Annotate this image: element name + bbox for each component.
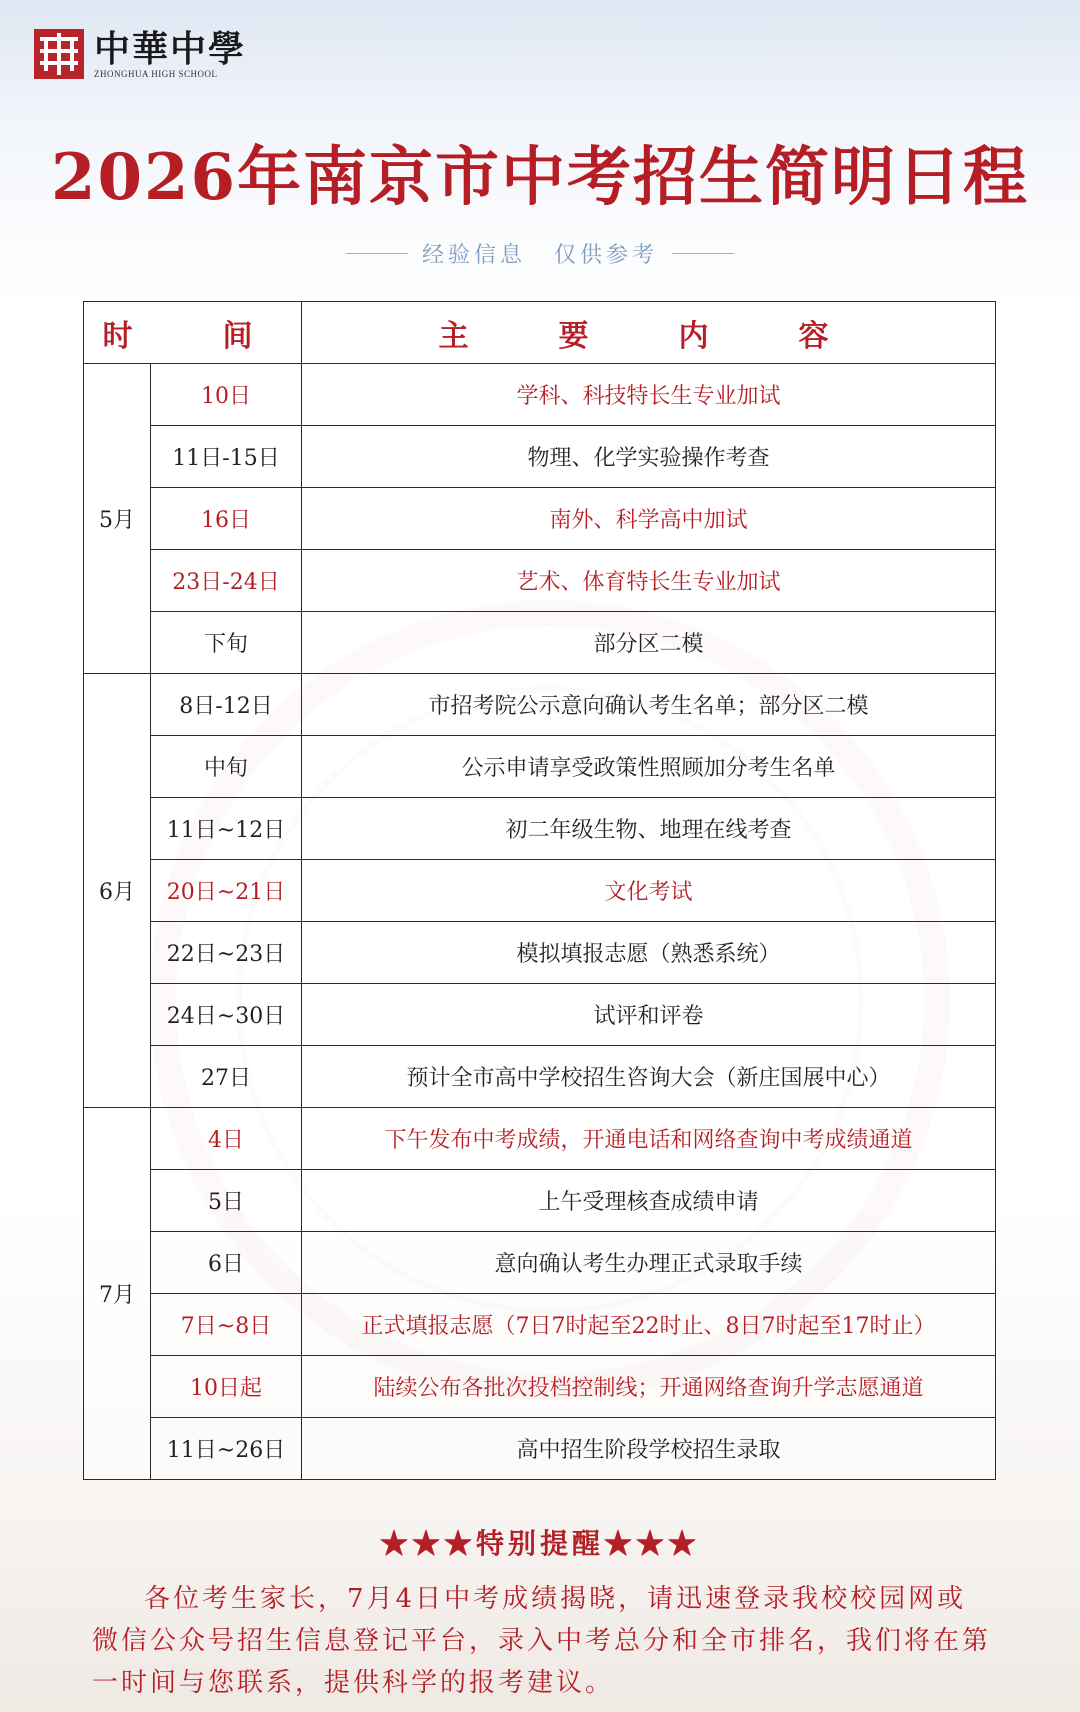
table-row xyxy=(84,550,996,612)
content-cell: 部分区二模 xyxy=(302,612,996,674)
content-cell: 初二年级生物、地理在线考查 xyxy=(302,798,996,860)
table-row xyxy=(84,984,996,1046)
content-cell: 陆续公布各批次投档控制线；开通网络查询升学志愿通道 xyxy=(302,1356,996,1418)
table-row xyxy=(84,364,996,426)
logo-name-cn: 中華中學 xyxy=(94,28,247,70)
date-cell: 24日~30日 xyxy=(151,984,302,1046)
content-cell: 模拟填报志愿（熟悉系统） xyxy=(302,922,996,984)
content-cell: 公示申请享受政策性照顾加分考生名单 xyxy=(302,736,996,798)
date-cell: 27日 xyxy=(151,1046,302,1108)
date-cell: 10日起 xyxy=(151,1356,302,1418)
logo-name-en: ZHONGHUA HIGH SCHOOL xyxy=(94,69,218,79)
table-row xyxy=(84,1108,996,1170)
table-row xyxy=(84,1356,996,1418)
month-cell: 5月 xyxy=(84,364,151,674)
content-cell: 高中招生阶段学校招生录取 xyxy=(302,1418,996,1480)
schedule-table xyxy=(83,301,996,1480)
table-row xyxy=(84,1170,996,1232)
reminder-title: ★★★特别提醒★★★ xyxy=(379,1527,700,1560)
school-logo xyxy=(34,26,246,82)
content-cell: 南外、科学高中加试 xyxy=(302,488,996,550)
table-row xyxy=(84,798,996,860)
date-cell: 23日-24日 xyxy=(151,550,302,612)
table-row xyxy=(84,1418,996,1480)
page-title: 2026年南京市中考招生简明日程 xyxy=(50,140,1030,215)
date-cell: 22日~23日 xyxy=(151,922,302,984)
date-cell: 11日~12日 xyxy=(151,798,302,860)
table-header-row xyxy=(84,302,996,364)
subtitle-right: 仅供参考 xyxy=(554,243,659,268)
content-cell: 正式填报志愿（7日7时起至22时止、8日7时起至17时止） xyxy=(302,1294,996,1356)
content-cell: 预计全市高中学校招生咨询大会（新庄国展中心） xyxy=(302,1046,996,1108)
table-row xyxy=(84,1046,996,1108)
content-cell: 学科、科技特长生专业加试 xyxy=(302,364,996,426)
date-cell: 6日 xyxy=(151,1232,302,1294)
content-cell: 下午发布中考成绩，开通电话和网络查询中考成绩通道 xyxy=(302,1108,996,1170)
date-cell: 下旬 xyxy=(151,612,302,674)
date-cell: 16日 xyxy=(151,488,302,550)
date-cell: 7日~8日 xyxy=(151,1294,302,1356)
header-content: 主 要 内 容 xyxy=(302,302,996,364)
month-cell: 6月 xyxy=(84,674,151,1108)
school-seal-icon xyxy=(34,29,84,79)
table-row xyxy=(84,426,996,488)
reminder-body: 各位考生家长，7月4日中考成绩揭晓，请迅速登录我校校园网或微信公众号招生信息登记平台，录入中考总分和全市排名，我们将在第一时间与您联系，提供科学的报考建议。 xyxy=(92,1584,992,1698)
date-cell: 中旬 xyxy=(151,736,302,798)
date-cell: 11日~26日 xyxy=(151,1418,302,1480)
subtitle-dash-right xyxy=(672,253,734,254)
content-cell: 物理、化学实验操作考查 xyxy=(302,426,996,488)
content-cell: 试评和评卷 xyxy=(302,984,996,1046)
month-cell: 7月 xyxy=(84,1108,151,1480)
table-row xyxy=(84,674,996,736)
date-cell: 8日-12日 xyxy=(151,674,302,736)
subtitle-left: 经验信息 xyxy=(421,243,526,268)
date-cell: 20日~21日 xyxy=(151,860,302,922)
content-cell: 意向确认考生办理正式录取手续 xyxy=(302,1232,996,1294)
table-row xyxy=(84,860,996,922)
content-cell: 文化考试 xyxy=(302,860,996,922)
date-cell: 11日-15日 xyxy=(151,426,302,488)
content-cell: 市招考院公示意向确认考生名单；部分区二模 xyxy=(302,674,996,736)
content-cell: 上午受理核查成绩申请 xyxy=(302,1170,996,1232)
content-cell: 艺术、体育特长生专业加试 xyxy=(302,550,996,612)
date-cell: 5日 xyxy=(151,1170,302,1232)
table-row xyxy=(84,922,996,984)
header-time: 时 间 xyxy=(84,302,302,364)
table-row xyxy=(84,488,996,550)
table-row xyxy=(84,736,996,798)
date-cell: 10日 xyxy=(151,364,302,426)
table-row xyxy=(84,1232,996,1294)
table-row xyxy=(84,1294,996,1356)
subtitle xyxy=(0,238,1080,269)
date-cell: 4日 xyxy=(151,1108,302,1170)
table-row xyxy=(84,612,996,674)
subtitle-dash-left xyxy=(346,253,408,254)
